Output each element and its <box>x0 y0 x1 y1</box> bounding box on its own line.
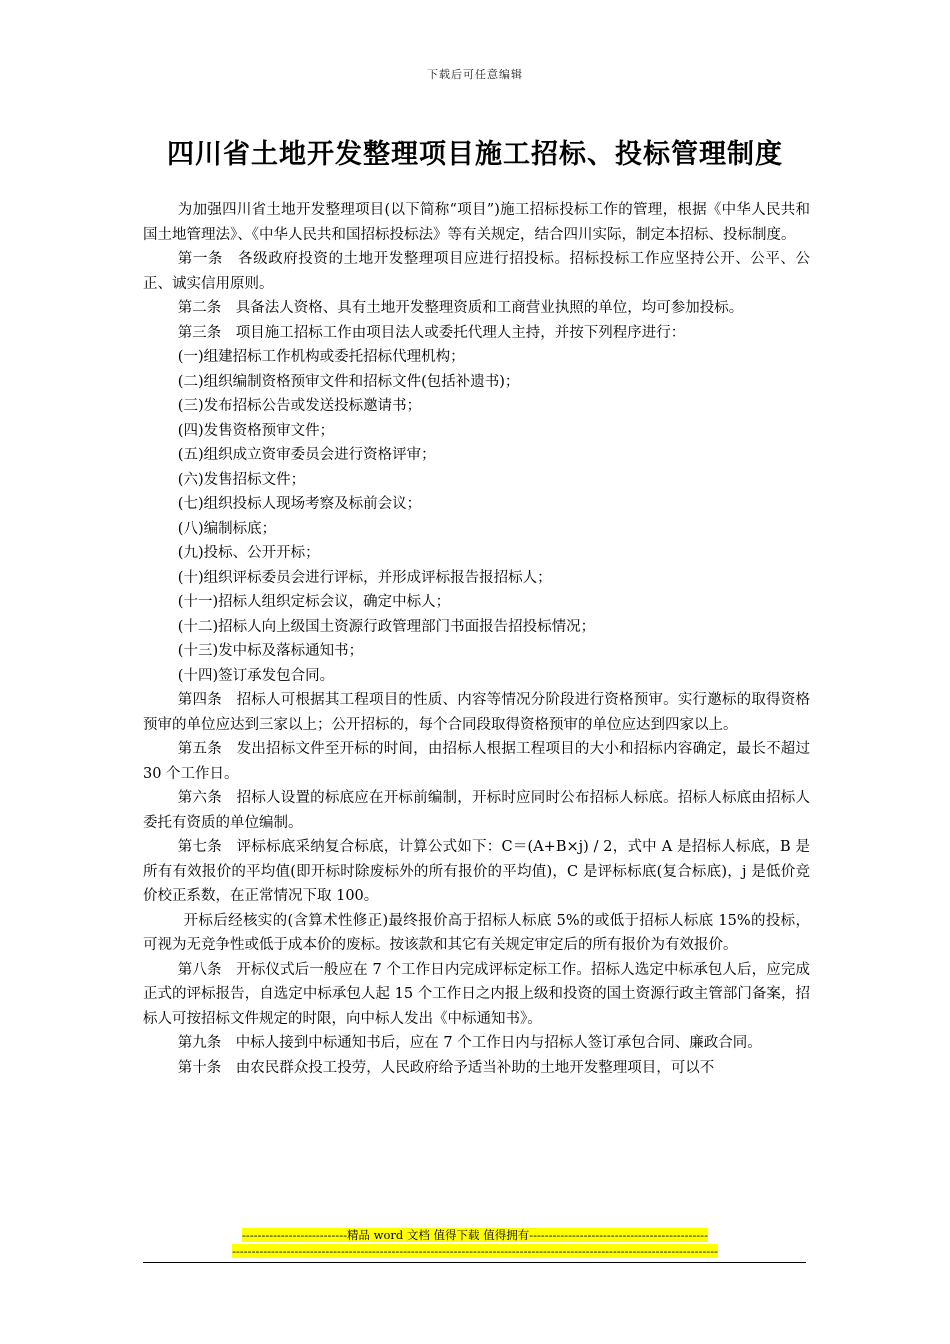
article-3: 第三条 项目施工招标工作由项目法人或委托代理人主持，并按下列程序进行： <box>177 324 686 341</box>
procedure-item-12: (十二)招标人向上级国土资源行政管理部门书面报告招投标情况； <box>177 618 596 635</box>
article-7-supplement: 开标后经核实的(含算术性修正)最终报价高于招标人标底 5%的或低于招标人标底 15%的投标，可视为无竞争性或低于成本价的废标。按该款和其它有关规定审定后的所有报价为有效报价。 <box>143 912 810 953</box>
procedure-item-1: (一)组建招标工作机构或委托招标代理机构； <box>177 349 465 365</box>
article-4: 第四条 招标人可根据其工程项目的性质、内容等情况分阶段进行资格预审。实行邀标的取得资格预审的单位应达到三家以上；公开招标的，每个合同段取得资格预审的单位应达到四家以上。 <box>143 692 810 733</box>
article-6: 第六条 招标人设置的标底应在开标前编制，开标时应同时公布招标人标底。招标人标底由招标人委托有资质的单位编制。 <box>143 790 810 831</box>
procedure-item-10: (十)组织评标委员会进行评标，并形成评标报告报招标人； <box>177 569 552 586</box>
intro-paragraph: 为加强四川省土地开发整理项目(以下简称“项目”)施工招标投标工作的管理，根据《中华人民共和国土地管理法》、《中华人民共和国招标投标法》等有关规定，结合四川实际，制定本招标、投标制度。 <box>143 202 810 243</box>
procedure-item-14: (十四)签订承发包合同。 <box>177 667 335 684</box>
article-8: 第八条 开标仪式后一般应在 7 个工作日内完成评标定标工作。招标人选定中标承包人后，应完成正式的评标报告，自选定中标承包人起 15 个工作日之内报上级和投资的国土资源行政主管部门备案，招标人可按招标文件规定的时限，向中标人发出《中标通知书》。 <box>143 961 810 1027</box>
procedure-item-6: (六)发售招标文件； <box>177 471 306 488</box>
footer-banner <box>0 1227 950 1259</box>
article-1: 第一条 各级政府投资的土地开发整理项目应进行招投标。招标投标工作应坚持公开、公平、公正、诚实信用原则。 <box>143 251 810 292</box>
procedure-item-3: (三)发布招标公告或发送投标邀请书； <box>177 398 422 414</box>
procedure-item-5: (五)组织成立资审委员会进行资格评审； <box>177 447 436 463</box>
article-5: 第五条 发出招标文件至开标的时间，由招标人根据工程项目的大小和招标内容确定，最长不超过 30 个工作日。 <box>143 741 810 782</box>
header-note: 下载后可任意编辑 <box>427 68 523 81</box>
procedure-item-9: (九)投标、公开开标； <box>177 545 320 561</box>
footer-banner-line-1: ---------------------------精品 word 文档 值得下载 值得拥有---------------------------------------------- <box>242 1228 708 1242</box>
article-10: 第十条 由农民群众投工投劳，人民政府给予适当补助的土地开发整理项目，可以不 <box>177 1059 715 1076</box>
procedure-item-4: (四)发售资格预审文件； <box>177 422 335 439</box>
procedure-item-7: (七)组织投标人现场考察及标前会议； <box>177 496 422 512</box>
document-body <box>143 198 810 1080</box>
footer-banner-line-2: ----------------------------------------------------------------------------------------------------------------------------- <box>232 1244 718 1258</box>
document-title: 四川省土地开发整理项目施工招标、投标管理制度 <box>167 139 783 170</box>
footer-divider <box>143 1262 806 1263</box>
procedure-item-13: (十三)发中标及落标通知书； <box>177 643 364 659</box>
procedure-item-11: (十一)招标人组织定标会议，确定中标人； <box>177 594 451 610</box>
article-9: 第九条 中标人接到中标通知书后，应在 7 个工作日内与招标人签订承包合同、廉政合同。 <box>177 1035 762 1051</box>
procedure-item-8: (八)编制标底； <box>177 520 277 537</box>
article-7: 第七条 评标标底采纳复合标底，计算公式如下：C＝(A+B×j) / 2，式中 A 是招标人标底，B 是所有有效报价的平均值(即开标时除废标外的所有报价的平均值)，C 是评标标底(复合标底)，j 是低价竞价校正系数，在正常情况下取 100。 <box>143 839 810 904</box>
article-2: 第二条 具备法人资格、具有土地开发整理资质和工商营业执照的单位，均可参加投标。 <box>177 300 744 316</box>
procedure-item-2: (二)组织编制资格预审文件和招标文件(包括补遗书)； <box>177 373 520 390</box>
